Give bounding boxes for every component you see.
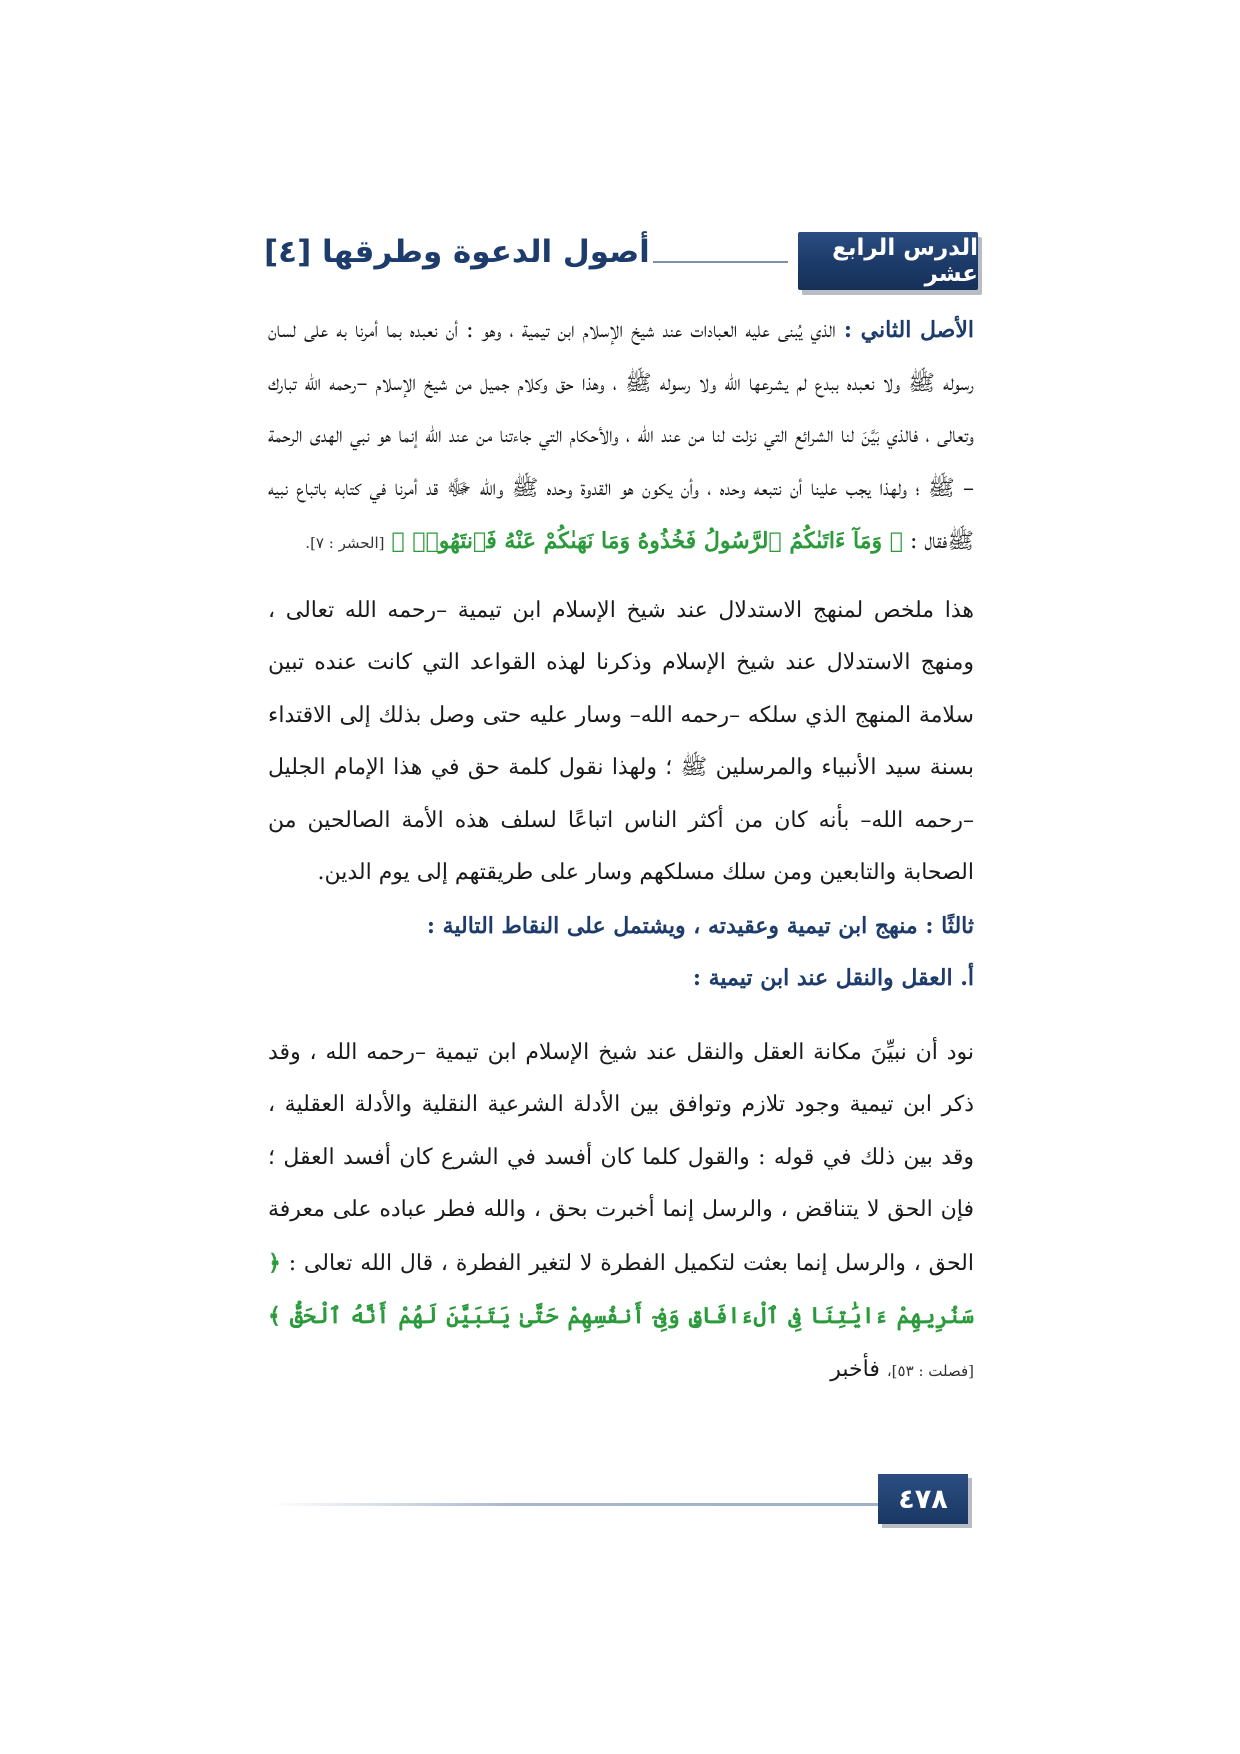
page-number-box <box>878 1474 968 1524</box>
section-label: الأصل الثاني : <box>843 317 974 343</box>
page-content <box>268 304 974 1397</box>
lesson-label-box <box>798 232 978 290</box>
paragraph-tail: فأخبر <box>830 1356 880 1382</box>
paragraph-reason-and-text <box>268 1027 974 1398</box>
subsection-heading-reason-text: أ. العقل والنقل عند ابن تيمية : <box>692 965 974 991</box>
quran-verse: ﴿ وَمَآ ءَاتَىٰكُمُ ٱلرَّسُولُ فَخُذُوهُ وَمَا نَهَىٰكُمْ عَنْهُ فَٱنتَهُوا۟ ﴾ <box>391 528 903 554</box>
spacer <box>268 1005 974 1027</box>
page-header <box>264 232 978 290</box>
series-title: أصول الدعوة وطرقها [٤] <box>264 234 650 270</box>
paragraph-text: نود أن نبيِّنَ مكانة العقل والنقل عند شيخ الإسلام ابن تيمية –رحمه الله ، وقد ذكر ابن تيمية وجود تلازم وتوافق بين الأدلة الشرعية النقلية والأدلة العقلية ، وقد بين ذلك في قوله : والقول كلما كان أفسد في الشرع كان أفسد العقل ؛ فإن الحق لا يتناقض ، والرسل إنما أخبرت بحق ، والله فطر عباده على معرفة الحق ، والرسل إنما بعثت لتكميل الفطرة لا لتغير الفطرة ، قال الله تعالى : <box>268 1039 975 1276</box>
page-number: ٤٧٨ <box>898 1483 948 1515</box>
paragraph-text: الذي يُبنى عليه العبادات عند شيخ الإسلام ابن تيمية ، وهو : أن نعبده بما أمرنا به على لسان رسوله ﷺ ولا نعبده ببدع لم يشرعها الله ولا رسوله ﷺ ، وهذا حق وكلام جميل من شيخ الإسلام –رحمه الله تبارك وتعالى ، فالذي بَيَّنَ لنا الشرائع التي نزلت لنا من عند الله ، والأحكام التي جاءتنا من عند الله إنما هو نبي الهدى الرحمة – ﷺ ؛ ولهذا يجب علينا أن نتبعه وحده ، وأن يكون هو القدوة وحده ﷺ والله ﷻ قد أمرنا في كتابه باتباع نبيه ﷺفقال : <box>268 318 974 554</box>
paragraph-summary: هذا ملخص لمنهج الاستدلال عند شيخ الإسلام ابن تيمية –رحمه الله تعالى ، ومنهج الاستدلال عند شيخ الإسلام وذكرنا لهذه القواعد التي كانت عنده تبين سلامة المنهج الذي سلكه –رحمه الله– وسار عليه حتى وصل بذلك إلى الاقتداء بسنة سيد الأنبياء والمرسلين ﷺ ؛ ولهذا نقول كلمة حق في هذا الإمام الجليل –رحمه الله– بأنه كان من أكثر الناس اتباعًا لسلف هذه الأمة الصالحين من الصحابة والتابعين ومن سلك مسلكهم وسار على طريقتهم إلى يوم الدين. <box>268 597 974 885</box>
quran-verse: ﴿ سَنُرِيهِمْ ءَايَٰتِنَا فِى ٱلْءَافَاقِ وَفِىٓ أَنفُسِهِمْ حَتَّىٰ يَتَبَيَّنَ لَهُمْ أَنَّهُ ٱلْحَقُّ ﴾ <box>268 1249 974 1329</box>
section-heading-third: ثالثًا : منهج ابن تيمية وعقيدته ، ويشتمل على النقاط التالية : <box>426 912 974 939</box>
lesson-label: الدرس الرابع عشر <box>832 235 978 287</box>
spacer <box>268 570 974 585</box>
footer-divider <box>270 1503 880 1506</box>
header-divider <box>653 261 788 263</box>
paragraph-second-principle <box>268 304 974 570</box>
verse-reference: [الحشر : ٧]. <box>305 534 385 552</box>
verse-reference: [فصلت : ٥٣]، <box>886 1361 974 1380</box>
